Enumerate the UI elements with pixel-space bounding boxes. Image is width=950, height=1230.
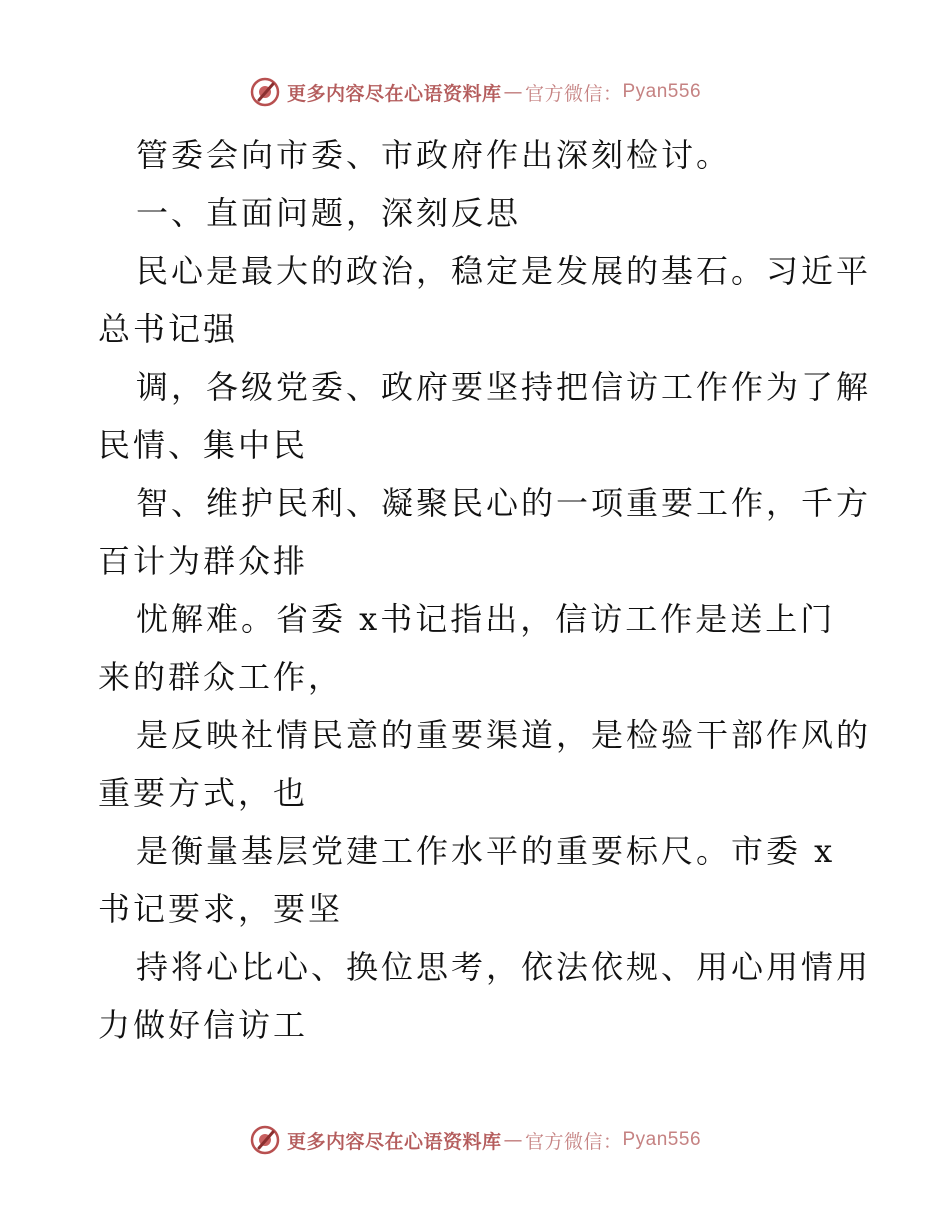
watermark-id: Pyan556 bbox=[622, 1129, 702, 1150]
body-text-line: 民情、集中民 bbox=[98, 426, 309, 464]
body-text-line: 智、维护民利、凝聚民心的一项重要工作，千方 bbox=[136, 484, 872, 522]
body-text-line: 是反映社情民意的重要渠道，是检验干部作风的 bbox=[136, 716, 872, 754]
body-text-line: 来的群众工作， bbox=[98, 658, 344, 696]
body-text-line: 忧解难。省委 x书记指出，信访工作是送上门 bbox=[136, 600, 836, 638]
body-text-line: 总书记强 bbox=[98, 310, 239, 348]
body-text-line: 力做好信访工 bbox=[98, 1006, 309, 1044]
body-text-line: 调，各级党委、政府要坚持把信访工作作为了解 bbox=[136, 368, 872, 406]
watermark-logo-icon bbox=[249, 76, 281, 108]
watermark-brand: 更多内容尽在心语资料库 bbox=[286, 1130, 502, 1153]
body-text-line: 一、直面问题，深刻反思 bbox=[136, 194, 522, 232]
watermark-logo-icon bbox=[249, 1124, 281, 1156]
watermark-id: Pyan556 bbox=[622, 81, 702, 102]
body-text-line: 民心是最大的政治，稳定是发展的基石。习近平 bbox=[136, 252, 872, 290]
body-text-line: 书记要求，要坚 bbox=[98, 890, 344, 928]
body-text-line: 重要方式，也 bbox=[98, 774, 309, 812]
watermark-brand: 更多内容尽在心语资料库 bbox=[286, 82, 502, 105]
body-text-line: 持将心比心、换位思考，依法依规、用心用情用 bbox=[136, 948, 872, 986]
footer-watermark bbox=[0, 1120, 950, 1160]
body-text-line: 管委会向市委、市政府作出深刻检讨。 bbox=[136, 136, 732, 174]
watermark-dash: — bbox=[503, 81, 523, 103]
document-body bbox=[98, 126, 872, 1054]
header-watermark bbox=[0, 72, 950, 112]
body-text-line: 是衡量基层党建工作水平的重要标尺。市委 x bbox=[136, 832, 836, 870]
watermark-label: 官方微信： bbox=[524, 1130, 623, 1153]
watermark-dash: — bbox=[503, 1129, 523, 1151]
watermark-label: 官方微信： bbox=[524, 82, 623, 105]
body-text-line: 百计为群众排 bbox=[98, 542, 309, 580]
